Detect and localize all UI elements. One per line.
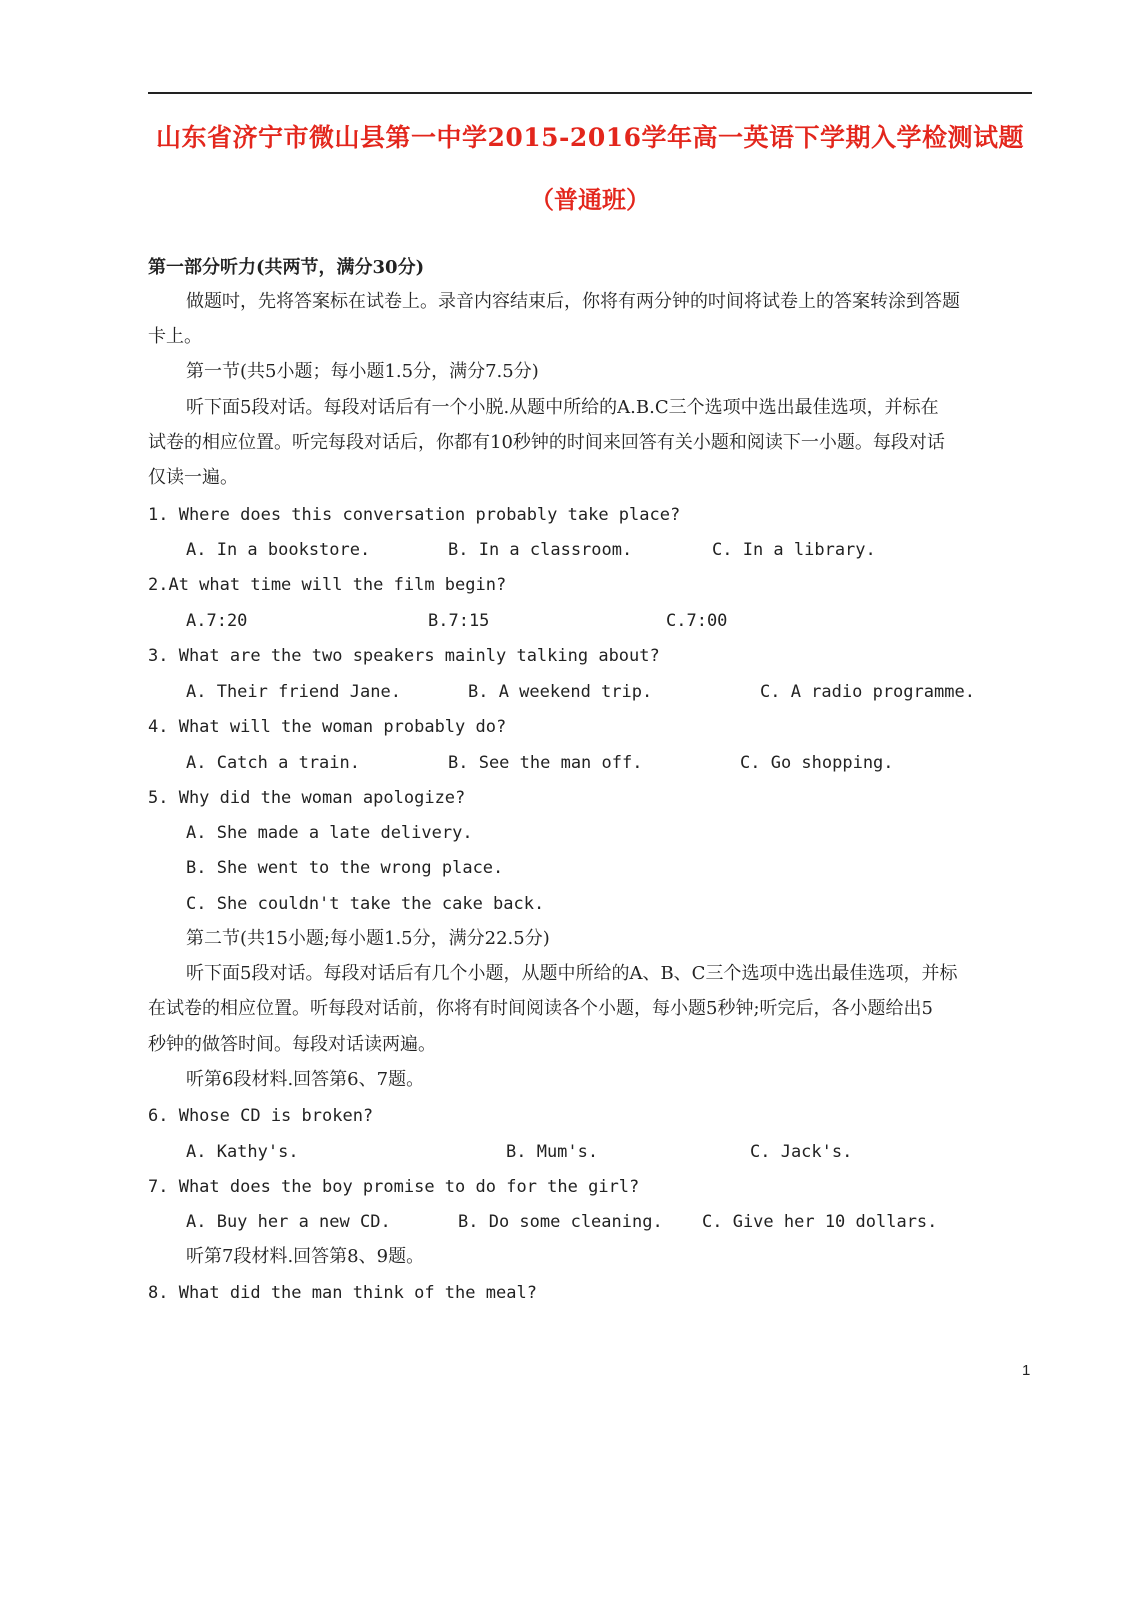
question-1: 1. Where does this conversation probably take place? [148,505,681,525]
question-3-option-a: A. Their friend Jane. [186,682,401,702]
question-3-option-c: C. A radio programme. [760,682,975,702]
question-4-option-b: B. See the man off. [448,753,643,773]
question-3: 3. What are the two speakers mainly talking about? [148,646,660,666]
question-7-option-c: C. Give her 10 dollars. [702,1212,938,1232]
question-5: 5. Why did the woman apologize? [148,788,466,808]
question-2-option-c: C.7:00 [666,611,728,631]
page-subtitle: （普通班） [530,185,650,214]
section2-heading: 第二节(共15小题;每小题1.5分，满分22.5分) [186,928,550,949]
question-1-option-a: A. In a bookstore. [186,540,371,560]
instructions-line-1: 做题吋，先将答案标在试卷上。录音内容结束后，你将有两分钟的吋间将试卷上的答案转涂到答题 [186,291,960,312]
section1-heading: 第一节(共5小题；每小题1.5分，满分7.5分) [186,361,539,382]
part1-heading: 第一部分听力(共两节，满分30分) [148,257,425,278]
question-3-option-b: B. A weekend trip. [468,682,653,702]
section2-desc-line-3: 秒钟的做答时间。每段对话读两遍。 [148,1034,436,1055]
page-title: 山东省济宁市微山县第一中学2015-2016学年高一英语下学期入学检测试题 [155,123,1025,152]
header-rule [148,92,1032,94]
question-4: 4. What will the woman probably do? [148,717,507,737]
question-2-option-b: B.7:15 [428,611,490,631]
section2-desc-line-2: 在试卷的相应位置。听每段对话前，你将有时间阅读各个小题，每小题5秒钟;听完后，各小题给出5 [148,998,933,1019]
material-6-note: 听第6段材料.回答第6、7题。 [186,1069,425,1090]
question-1-option-c: C. In a library. [712,540,876,560]
question-6-option-b: B. Mum's. [506,1142,599,1162]
question-5-option-b: B. She went to the wrong place. [186,858,504,878]
section1-desc-line-1: 听下面5段对话。每段对话后有一个小脱.从题中所给的A.B.C三个选项中选出最佳选项，并标在 [186,397,939,418]
material-7-note: 听第7段材料.回答第8、9题。 [186,1246,425,1267]
question-5-option-a: A. She made a late delivery. [186,823,473,843]
question-7-option-a: A. Buy her a new CD. [186,1212,391,1232]
section2-desc-line-1: 听下面5段对话。每段对话后有几个小题，从题中所给的A、B、C三个选项中选出最佳选项，并标 [186,963,958,984]
question-6: 6. Whose CD is broken? [148,1106,374,1126]
page-number: 1 [1022,1362,1031,1379]
question-4-option-a: A. Catch a train. [186,753,360,773]
question-5-option-c: C. She couldn't take the cake back. [186,894,545,914]
question-4-option-c: C. Go shopping. [740,753,894,773]
question-2-option-a: A.7:20 [186,611,248,631]
question-2: 2.At what time will the film begin? [148,575,507,595]
question-7-option-b: B. Do some cleaning. [458,1212,663,1232]
question-7: 7. What does the boy promise to do for the girl? [148,1177,640,1197]
question-1-option-b: B. In a classroom. [448,540,633,560]
question-6-option-a: A. Kathy's. [186,1142,299,1162]
section1-desc-line-3: 仅读一遍。 [148,467,238,488]
question-6-option-c: C. Jack's. [750,1142,853,1162]
section1-desc-line-2: 试卷的相应位置。听完每段对话后，你都有10秒钟的时间来回答有关小题和阅读下一小题。每段对话 [148,432,945,453]
instructions-line-2: 卡上。 [148,326,202,347]
question-8: 8. What did the man think of the meal? [148,1283,537,1303]
